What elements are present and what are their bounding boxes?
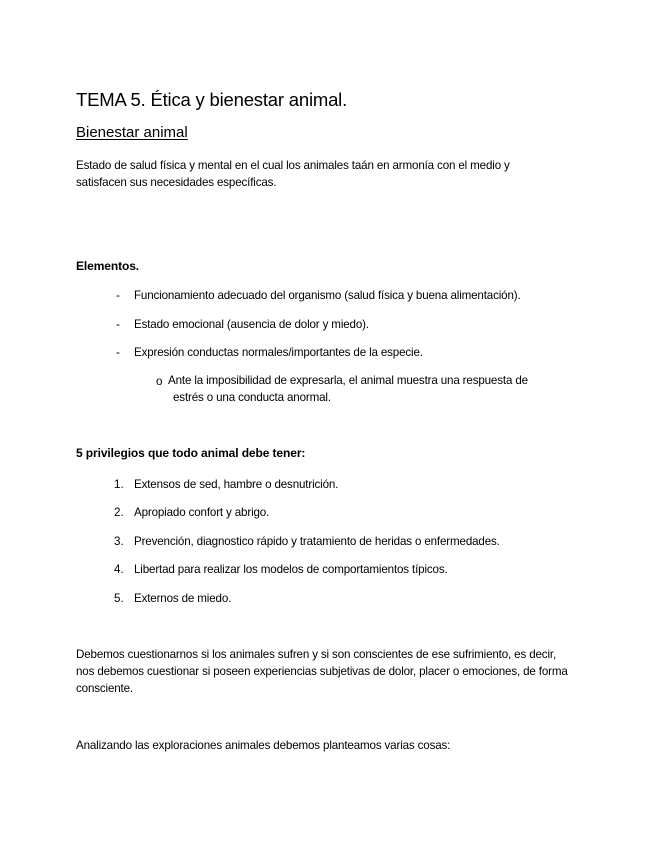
list-item-text: Estado emocional (ausencia de dolor y miedo). xyxy=(134,318,369,331)
list-item-text: Externos de miedo. xyxy=(134,592,232,605)
consciousness-paragraph: Debemos cuestionarnos si los animales sufren y si son conscientes de ese sufrimiento, es decir, nos debemos cuestionar si poseen experiencias subjetivas de dolor, placer o emociones, de forma consciente. xyxy=(76,648,568,695)
list-item-text: Expresión conductas normales/importantes de la especie. xyxy=(134,346,423,359)
explorations-paragraph: Analizando las exploraciones animales debemos planteamos varias cosas: xyxy=(76,739,451,752)
sub-list-item-text xyxy=(168,373,528,406)
list-marker: - xyxy=(116,289,120,302)
definition-paragraph: Estado de salud física y mental en el cual los animales taán en armonía con el medio y satisfacen sus necesidades específicas. xyxy=(76,159,510,189)
list-marker: - xyxy=(116,318,120,331)
sub-list-marker: o xyxy=(156,375,163,388)
list-item-text: Apropiado confort y abrigo. xyxy=(134,506,270,519)
list-marker: 5. xyxy=(114,592,124,605)
list-item-text: Prevención, diagnostico rápido y tratamiento de heridas o enfermedades. xyxy=(134,535,500,548)
list-marker: - xyxy=(116,346,120,359)
list-marker: 1. xyxy=(114,478,124,491)
list-marker: 4. xyxy=(114,563,124,576)
elements-heading: Elementos. xyxy=(76,259,140,273)
section-subtitle: Bienestar animal xyxy=(76,124,188,141)
list-item-text: Extensos de sed, hambre o desnutrición. xyxy=(134,478,339,491)
sub-list-item-line: Ante la imposibilidad de expresarla, el animal muestra una respuesta de xyxy=(168,374,528,387)
list-item-text: Libertad para realizar los modelos de comportamientos típicos. xyxy=(134,563,448,576)
sub-list-item-line: estrés o una conducta anormal. xyxy=(173,390,331,404)
list-item-text: Funcionamiento adecuado del organismo (salud física y buena alimentación). xyxy=(134,289,521,302)
list-marker: 2. xyxy=(114,506,124,519)
privileges-heading: 5 privilegios que todo animal debe tener: xyxy=(76,446,306,460)
page-title: TEMA 5. Ética y bienestar animal. xyxy=(76,89,348,110)
list-marker: 3. xyxy=(114,535,124,548)
